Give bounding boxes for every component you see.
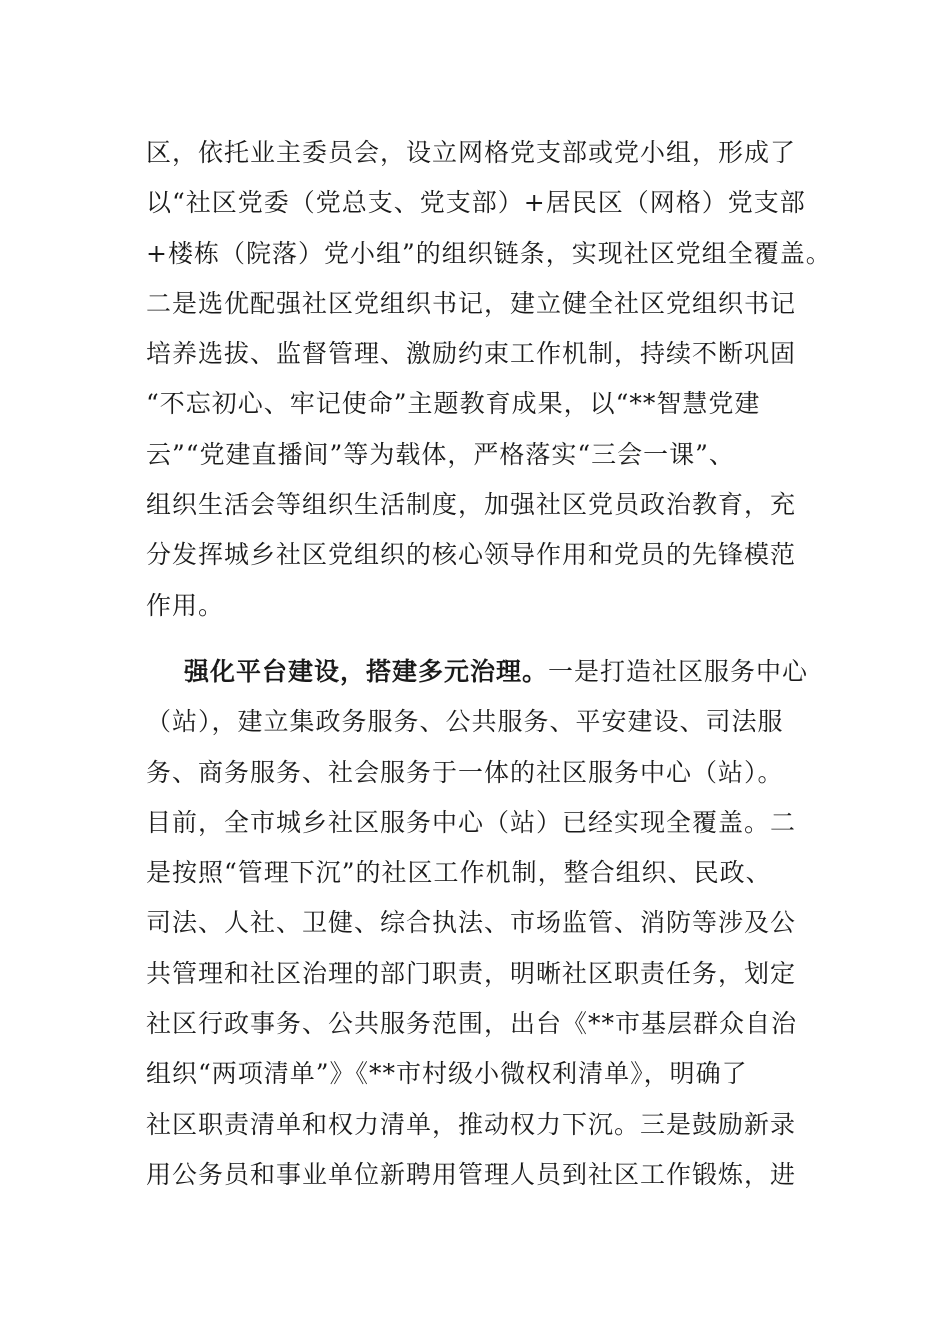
text-line: 作用。 [146, 590, 225, 620]
text-line: 培养选拔、监督管理、激励约束工作机制，持续不断巩固 [146, 339, 797, 369]
text-line: 社区职责清单和权力清单，推动权力下沉。三是鼓励新录 [146, 1109, 797, 1139]
text-line: 是按照“管理下沉”的社区工作机制，整合组织、民政、 [146, 858, 772, 888]
text-line: 二是选优配强社区党组织书记，建立健全社区党组织书记 [146, 288, 797, 318]
text-line: 组织生活会等组织生活制度，加强社区党员政治教育，充 [146, 490, 797, 520]
text-line: （站），建立集政务服务、公共服务、平安建设、司法服 [146, 707, 784, 737]
text-line: 司法、人社、卫健、综合执法、市场监管、消防等涉及公 [146, 908, 797, 938]
paragraph-heading: 强化平台建设，搭建多元治理。 [184, 656, 549, 686]
text-run: 一是打造社区服务中心 [548, 656, 809, 686]
paragraph-spacer [146, 631, 836, 647]
text-line: 共管理和社区治理的部门职责，明晰社区职责任务，划定 [146, 958, 797, 988]
text-line: “不忘初心、牢记使命”主题教育成果，以“**智慧党建 [146, 389, 761, 419]
text-line: 目前，全市城乡社区服务中心（站）已经实现全覆盖。二 [146, 807, 797, 837]
paragraph-platform-building [146, 647, 836, 1200]
text-line: 务、商务服务、社会服务于一体的社区服务中心（站）。 [146, 757, 784, 787]
paragraph-party-organization [146, 128, 836, 631]
text-line: 云”“党建直播间”等为载体，严格落实“三会一课”、 [146, 439, 735, 469]
body-text [146, 128, 836, 1200]
text-line: 组织“两项清单”》《**市村级小微权利清单》，明确了 [146, 1059, 748, 1089]
paragraph-first-line [146, 647, 836, 697]
text-line: 用公务员和事业单位新聘用管理人员到社区工作锻炼，进 [146, 1159, 797, 1189]
text-line: 以“社区党委（党总支、党支部）+居民区（网格）党支部 [146, 188, 806, 218]
text-line: 分发挥城乡社区党组织的核心领导作用和党员的先锋模范 [146, 540, 797, 570]
text-line: 社区行政事务、公共服务范围，出台《**市基层群众自治 [146, 1009, 798, 1039]
text-line: +楼栋（院落）党小组”的组织链条，实现社区党组全覆盖。 [146, 238, 832, 268]
text-line: 区，依托业主委员会，设立网格党支部或党小组，形成了 [146, 138, 797, 167]
